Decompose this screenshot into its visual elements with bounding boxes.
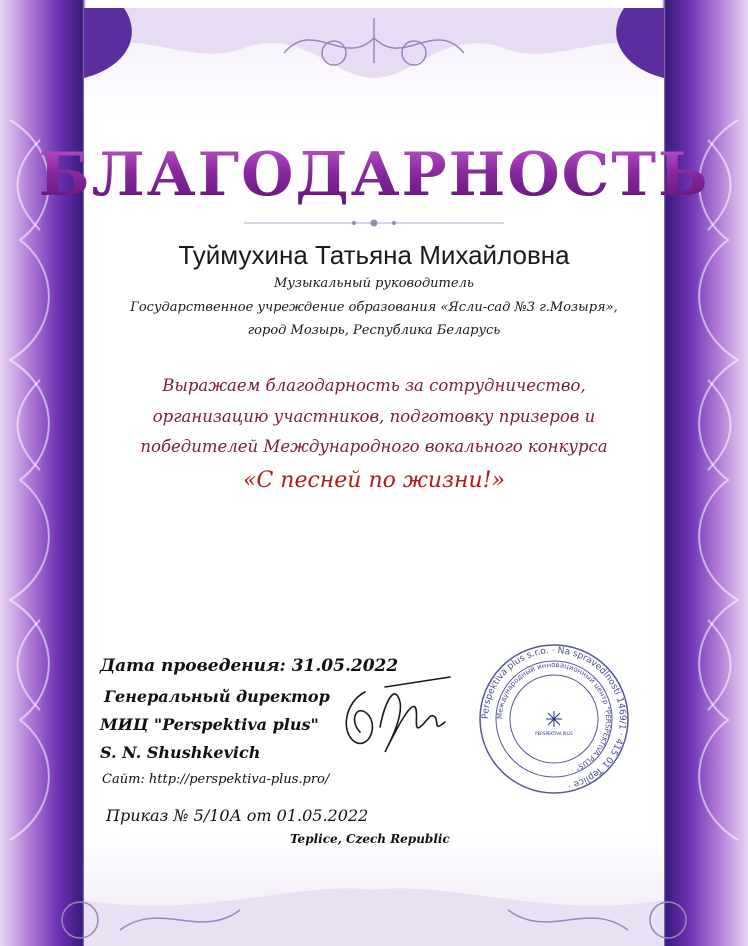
stamp-outer-text: Perspektiva plus s.r.o. · Na spravedlnosti 1469/1 · 415 01 Teplice · bbox=[480, 645, 628, 791]
recipient-name: Туймухина Татьяна Михайловна bbox=[178, 240, 570, 270]
stamp-center-text: PERSPEKTIVA PLUS bbox=[535, 731, 573, 736]
title-divider bbox=[244, 218, 504, 228]
director-name: S. N. Shushkevich bbox=[100, 743, 261, 762]
organization-stamp bbox=[478, 636, 630, 802]
bottom-scroll-ornament bbox=[0, 880, 748, 946]
certificate-title: БЛАГОДАРНОСТЬ bbox=[0, 140, 748, 210]
order-number: Приказ № 5/10А от 01.05.2022 bbox=[106, 806, 369, 825]
contest-name: «С песней по жизни!» bbox=[242, 468, 505, 493]
top-scroll-ornament bbox=[84, 8, 664, 98]
handwritten-signature bbox=[335, 672, 455, 762]
thanks-line-3: победителей Международного вокального конкурса bbox=[140, 437, 608, 456]
organization-line-1: Государственное учреждение образования «Ясли-сад №3 г.Мозыря», bbox=[130, 300, 618, 315]
stamp-star-icon bbox=[546, 711, 562, 727]
thanks-line-2: организацию участников, подготовку призеров и bbox=[152, 407, 596, 426]
place-text: Teplice, Czech Republic bbox=[290, 832, 450, 846]
director-title: Генеральный директор bbox=[104, 687, 330, 706]
organization-line-2: город Мозырь, Республика Беларусь bbox=[247, 323, 501, 338]
center-name: МИЦ "Perspektiva plus" bbox=[100, 715, 319, 734]
website-text: Сайт: http://perspektiva-plus.pro/ bbox=[102, 772, 330, 787]
recipient-position: Музыкальный руководитель bbox=[274, 276, 474, 291]
stamp-inner-text: Международный инновационный центр "PERSPEKTIVA PLUS" · bbox=[495, 660, 613, 774]
thanks-line-1: Выражаем благодарность за сотрудничество, bbox=[162, 376, 586, 395]
event-date: Дата проведения: 31.05.2022 bbox=[100, 656, 399, 676]
